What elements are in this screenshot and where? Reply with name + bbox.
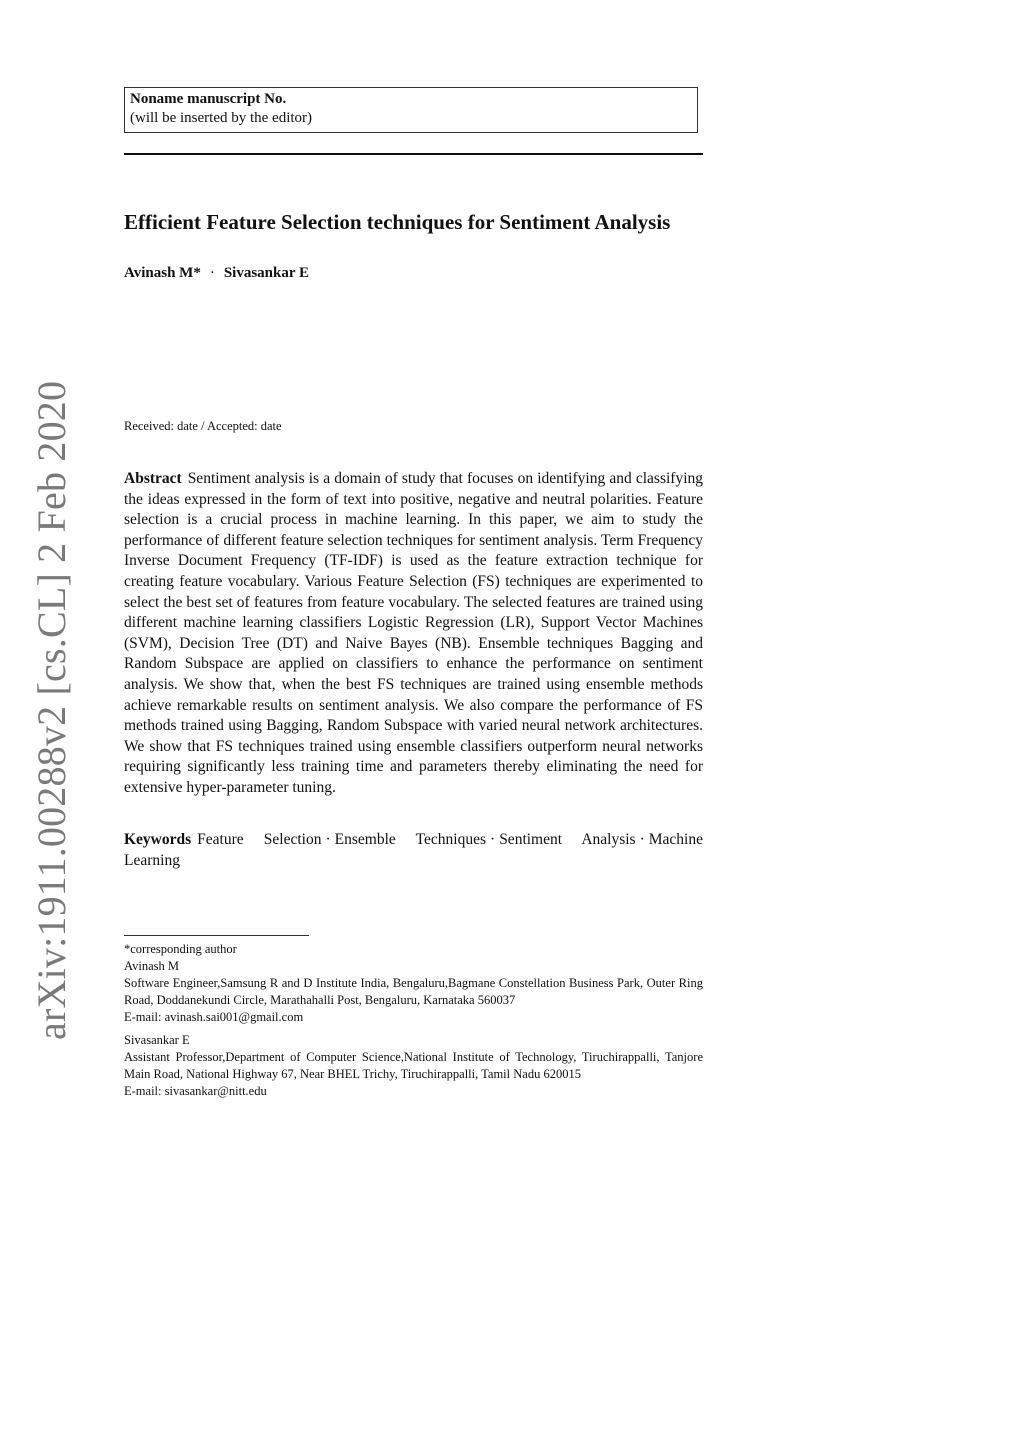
author1-email: E-mail: avinash.sai001@gmail.com xyxy=(124,1010,304,1024)
author2-name: Sivasankar E xyxy=(124,1033,190,1047)
paper-title: Efficient Feature Selection techniques for Sentiment Analysis xyxy=(124,210,671,234)
author1-name: Avinash M xyxy=(124,959,179,973)
keywords xyxy=(124,829,703,871)
manuscript-editor-note: (will be inserted by the editor) xyxy=(130,110,313,126)
footnotes xyxy=(124,941,703,1100)
footnote-rule xyxy=(124,935,309,936)
header-rule xyxy=(124,153,703,155)
keyword-item: Ensemble Techniques xyxy=(334,831,487,848)
author2-affiliation: Assistant Professor,Department of Computer Science,National Institute of Technology, Tiruchirappalli, Tanjore Main Road, National Highway 67, Near BHEL Trichy, Tiruchirappalli, Tamil Nadu 620015 xyxy=(124,1050,703,1081)
arxiv-identifier-stamp: arXiv:1911.00288v2 [cs.CL] 2 Feb 2020 xyxy=(29,380,74,1040)
manuscript-number-box xyxy=(124,87,698,133)
author-line xyxy=(124,263,309,283)
keyword-item: Machine Learning xyxy=(124,831,703,869)
abstract-text: Sentiment analysis is a domain of study that focuses on identifying and classifying the ideas expressed in the form of text into positive, negative and neutral polarities. Feature selection is a crucial process in machine learning. In this paper, we aim to study the performance of different feature selection techniques for sentiment analysis. Term Frequency Inverse Document Frequency (TF-IDF) is used as the feature extraction technique for creating feature vocabulary. Various Feature Selection (FS) techniques are experimented to select the best set of features from feature vocabulary. The selected features are trained using different machine learning classifiers Logistic Regression (LR), Support Vector Machines (SVM), Decision Tree (DT) and Naive Bayes (NB). Ensemble techniques Bagging and Random Subspace are applied on classifiers to enhance the performance on sentiment analysis. We show that, when the best FS techniques are trained using ensemble methods achieve remarkable results on sentiment analysis. We also compare the performance of FS methods trained using Bagging, Random Subspace with varied neural network architectures. We show that FS techniques trained using ensemble classifiers outperform neural networks requiring significantly less training time and parameters thereby eliminating the need for extensive hyper-parameter tuning. xyxy=(124,470,703,796)
keyword-separator: · xyxy=(325,831,331,848)
received-accepted-date: Received: date / Accepted: date xyxy=(124,419,282,433)
keyword-separator: · xyxy=(639,831,645,848)
author2-email: E-mail: sivasankar@nitt.edu xyxy=(124,1084,267,1098)
author-first: Avinash M* xyxy=(124,265,201,281)
abstract xyxy=(124,469,703,799)
abstract-label: Abstract xyxy=(124,470,182,487)
keywords-label: Keywords xyxy=(124,831,192,848)
manuscript-number-label: Noname manuscript No. xyxy=(130,91,287,107)
author-second: Sivasankar E xyxy=(223,265,310,281)
author1-affiliation: Software Engineer,Samsung R and D Institute India, Bengaluru,Bagmane Constellation Business Park, Outer Ring Road, Doddanekundi Circle, Marathahalli Post, Bengaluru, Karnataka 560037 xyxy=(124,976,703,1007)
keyword-separator: · xyxy=(490,831,496,848)
corresponding-author-note: *corresponding author xyxy=(124,942,237,956)
keyword-item: Sentiment Analysis xyxy=(499,831,636,848)
keyword-item: Feature Selection xyxy=(197,831,322,848)
author-separator: · xyxy=(209,265,215,281)
